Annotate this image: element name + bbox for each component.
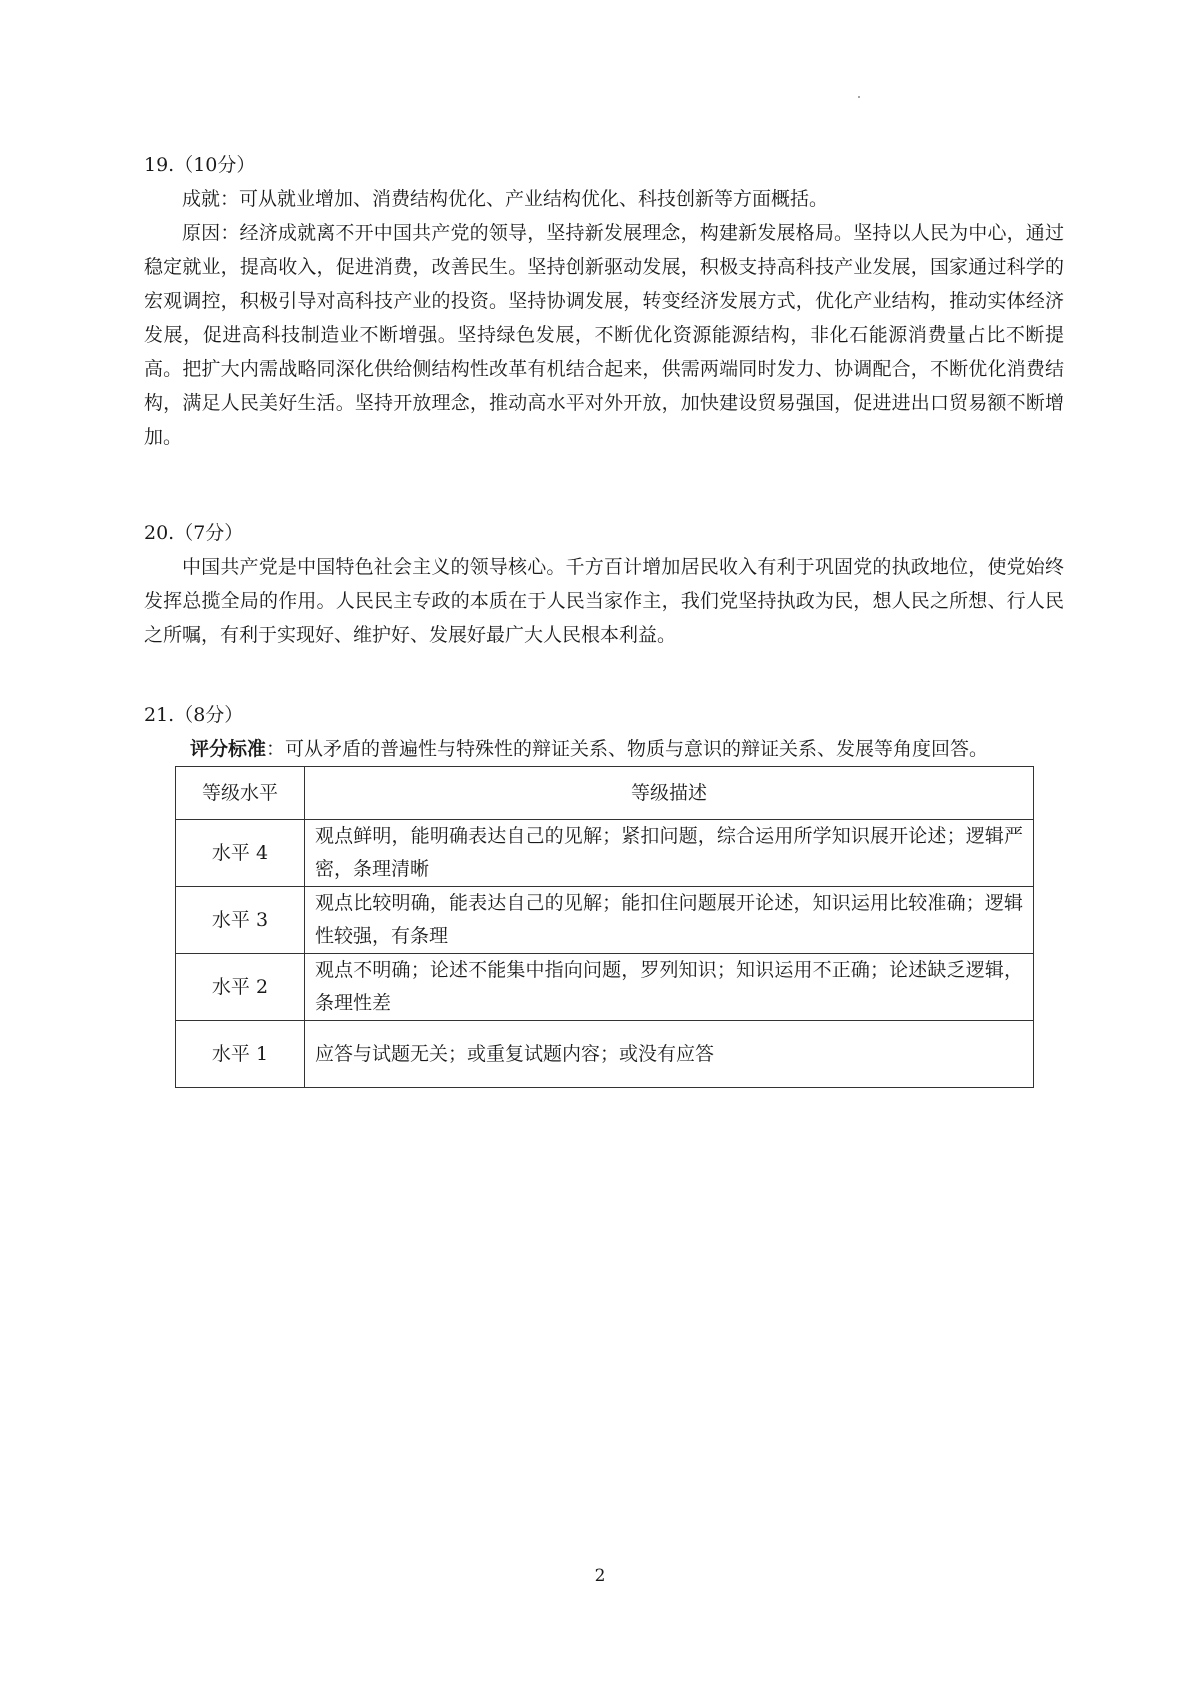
table-row	[176, 1021, 1034, 1088]
question-21-header: 21.（8分）	[144, 704, 244, 726]
question-19-reason: 原因：经济成就离不开中国共产党的领导，坚持新发展理念，构建新发展格局。坚持以人民为中心，通过稳定就业，提高收入，促进消费，改善民生。坚持创新驱动发展，积极支持高科技产业发展，国家通过科学的宏观调控，积极引导对高科技产业的投资。坚持协调发展，转变经济发展方式，优化产业结构，推动实体经济发展，促进高科技制造业不断增强。坚持绿色发展，不断优化资源能源结构，非化石能源消费量占比不断提高。把扩大内需战略同深化供给侧结构性改革有机结合起来，供需两端同时发力、协调配合，不断优化消费结构，满足人民美好生活。坚持开放理念，推动高水平对外开放，加快建设贸易强国，促进进出口贸易额不断增加。	[144, 222, 1064, 448]
level-cell: 水平 3	[176, 887, 305, 954]
table-row	[176, 820, 1034, 887]
question-20	[144, 516, 1064, 652]
question-19-achievement: 成就：可从就业增加、消费结构优化、产业结构优化、科技创新等方面概括。	[182, 188, 829, 210]
page-number: 2	[594, 1566, 606, 1586]
grading-table	[175, 766, 1034, 1088]
level-cell: 水平 2	[176, 954, 305, 1021]
table-row	[176, 887, 1034, 954]
description-cell: 观点不明确；论述不能集中指向问题，罗列知识；知识运用不正确；论述缺乏逻辑，条理性差	[305, 954, 1034, 1021]
level-cell: 水平 1	[176, 1021, 305, 1088]
column-header-level: 等级水平	[176, 767, 305, 820]
column-header-description: 等级描述	[305, 767, 1034, 820]
question-19	[144, 148, 1064, 454]
scoring-standard-text: ：可从矛盾的普遍性与特殊性的辩证关系、物质与意识的辩证关系、发展等角度回答。	[266, 738, 989, 760]
scoring-standard	[144, 732, 1064, 766]
scan-speck	[858, 96, 860, 98]
description-cell: 观点鲜明，能明确表达自己的见解；紧扣问题，综合运用所学知识展开论述；逻辑严密，条理清晰	[305, 820, 1034, 887]
description-cell: 应答与试题无关；或重复试题内容；或没有应答	[305, 1021, 1034, 1088]
table-header-row	[176, 767, 1034, 820]
table-row	[176, 954, 1034, 1021]
description-cell: 观点比较明确，能表达自己的见解；能扣住问题展开论述，知识运用比较准确；逻辑性较强，有条理	[305, 887, 1034, 954]
question-21	[144, 698, 1064, 766]
level-cell: 水平 4	[176, 820, 305, 887]
question-20-answer: 中国共产党是中国特色社会主义的领导核心。千方百计增加居民收入有利于巩固党的执政地位，使党始终发挥总揽全局的作用。人民民主专政的本质在于人民当家作主，我们党坚持执政为民，想人民之所想、行人民之所嘱，有利于实现好、维护好、发展好最广大人民根本利益。	[144, 556, 1064, 646]
question-20-header: 20.（7分）	[144, 522, 244, 544]
scoring-standard-label: 评分标准	[190, 738, 267, 760]
question-19-header: 19.（10分）	[144, 154, 256, 176]
